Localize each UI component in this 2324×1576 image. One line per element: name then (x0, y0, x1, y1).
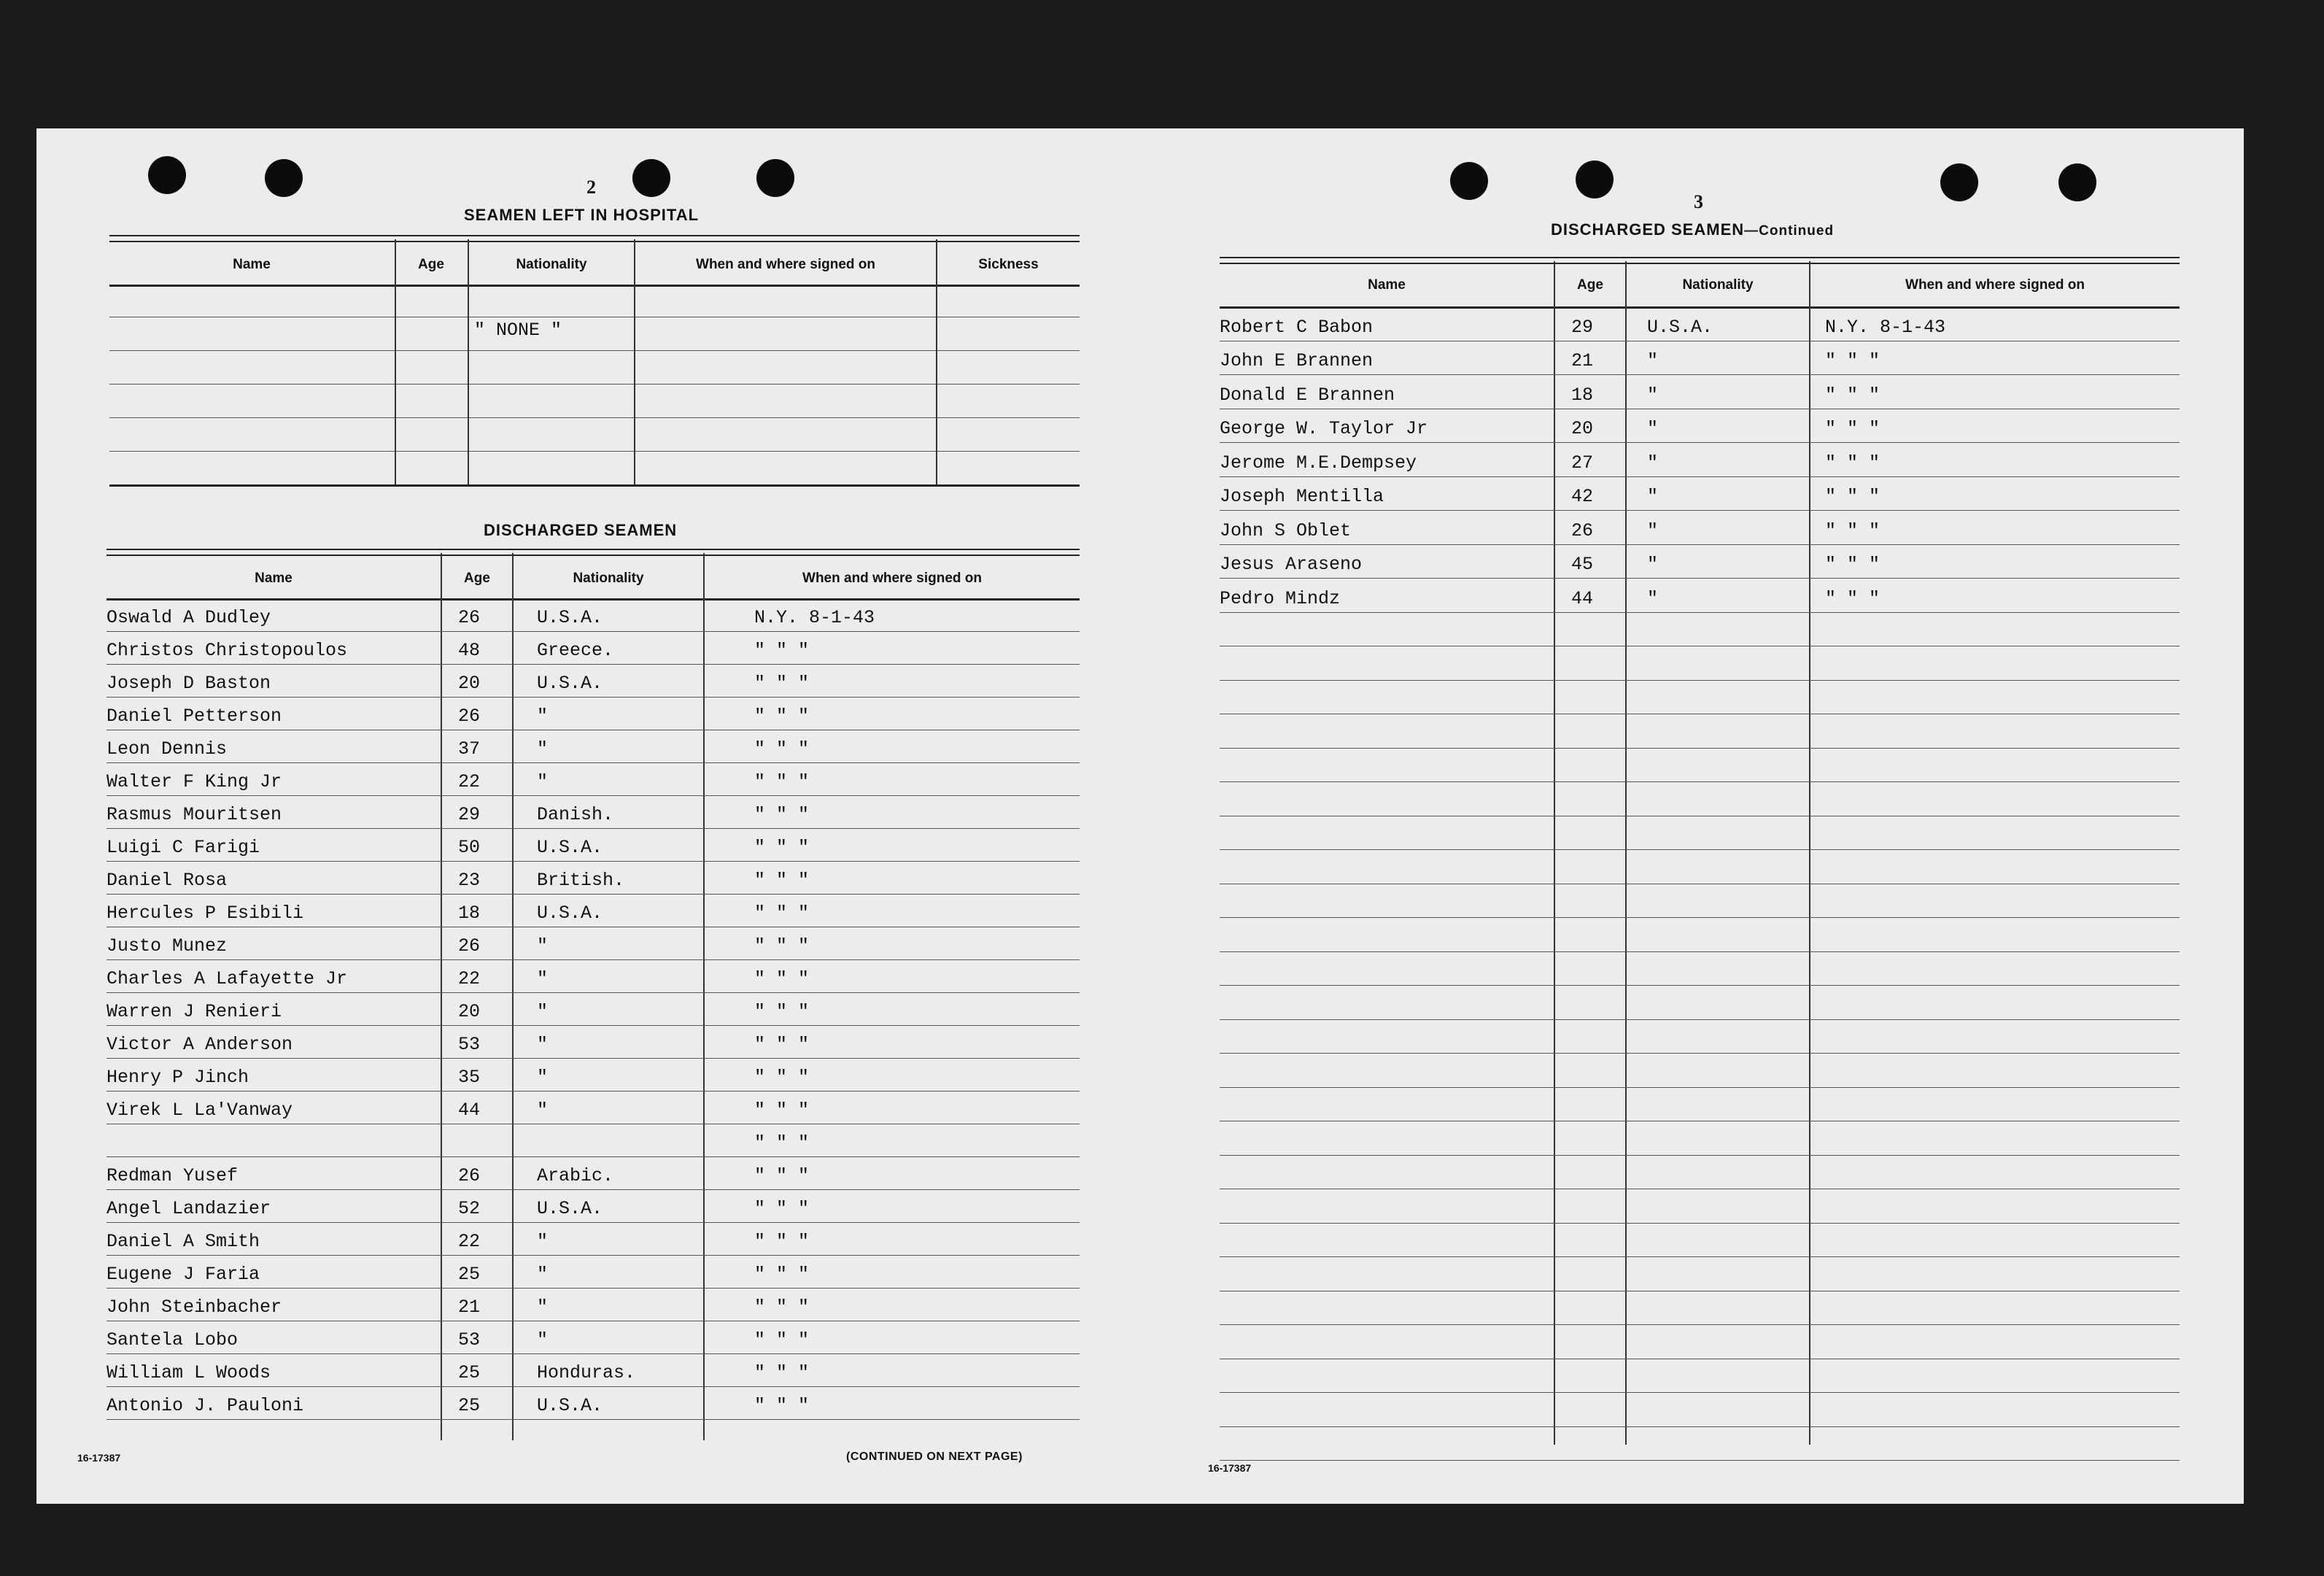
seaman-name: Victor A Anderson (106, 1034, 293, 1055)
table-row (106, 1222, 1080, 1255)
seaman-signed-on: " " " (754, 771, 810, 792)
seaman-nationality: U.S.A. (537, 1198, 603, 1219)
seaman-age: 29 (458, 804, 481, 825)
seaman-age: 26 (458, 935, 481, 957)
table-row (106, 861, 1080, 894)
seaman-signed-on: " " " (754, 1132, 810, 1154)
seaman-name: Virek L La'Vanway (106, 1100, 293, 1121)
cont-header-name: Name (1368, 277, 1406, 293)
seaman-name: Warren J Renieri (106, 1001, 282, 1022)
seaman-signed-on: " " " (754, 1100, 810, 1121)
seaman-age: 29 (1571, 316, 1594, 338)
seaman-age: 26 (1571, 519, 1594, 541)
seaman-signed-on: " " " (754, 1001, 810, 1022)
seaman-name: Oswald A Dudley (106, 607, 271, 628)
seaman-nationality: Honduras. (537, 1362, 636, 1383)
seaman-nationality: " (537, 1001, 549, 1022)
seaman-nationality: " (537, 771, 549, 792)
seaman-age: 37 (458, 738, 481, 760)
seaman-age: 22 (458, 968, 481, 989)
seaman-signed-on: " " " (754, 968, 810, 989)
seaman-name: Angel Landazier (106, 1198, 271, 1219)
table-row (106, 1386, 1080, 1419)
seaman-signed-on: " " " (754, 1329, 810, 1351)
seaman-age: 27 (1571, 452, 1594, 474)
seaman-signed-on: " " " (1825, 384, 1880, 406)
seaman-name: Daniel Petterson (106, 706, 282, 727)
seaman-signed-on: " " " (1825, 452, 1880, 474)
seaman-nationality: " (1647, 418, 1659, 439)
seaman-name: Robert C Babon (1220, 316, 1374, 338)
seaman-age: 42 (1571, 486, 1594, 507)
table-row (1220, 578, 2180, 612)
seaman-age: 20 (458, 673, 481, 694)
seaman-age: 23 (458, 870, 481, 891)
seaman-signed-on: " " " (754, 903, 810, 924)
table-row (106, 1353, 1080, 1386)
table-row (106, 959, 1080, 992)
binder-hole (632, 159, 670, 197)
table-row (106, 828, 1080, 861)
right-page (1142, 128, 2244, 1504)
seaman-signed-on: " " " (754, 1067, 810, 1088)
table-row (106, 1321, 1080, 1353)
seaman-name: Charles A Lafayette Jr (106, 968, 348, 989)
table-row (106, 795, 1080, 828)
table-row (1220, 476, 2180, 511)
table-row (106, 730, 1080, 762)
table-row (106, 762, 1080, 795)
discharged-header-name: Name (255, 571, 293, 586)
page-number: 3 (1694, 191, 1703, 212)
seaman-age: 45 (1571, 554, 1594, 575)
table-row (106, 1058, 1080, 1091)
seaman-age: 25 (458, 1264, 481, 1285)
seaman-signed-on: " " " (754, 870, 810, 891)
discharged-title-cont: —Continued (1744, 223, 1835, 239)
hospital-header-age: Age (418, 257, 444, 272)
seaman-age: 20 (458, 1001, 481, 1022)
table-row (106, 697, 1080, 730)
seaman-name: John Steinbacher (106, 1297, 282, 1318)
seaman-signed-on: " " " (1825, 350, 1880, 371)
binder-hole (756, 159, 794, 197)
seaman-nationality: " (537, 1034, 549, 1055)
seaman-nationality: " (537, 706, 549, 727)
table-row (106, 1156, 1080, 1189)
left-page (36, 128, 1142, 1504)
discharged-continued-title (1551, 220, 1834, 239)
table-row (106, 664, 1080, 697)
seaman-signed-on: " " " (754, 935, 810, 957)
seaman-signed-on: " " " (754, 1165, 810, 1186)
seaman-signed-on: " " " (754, 673, 810, 694)
seaman-signed-on: " " " (1825, 587, 1880, 609)
seaman-name: Christos Christopoulos (106, 640, 348, 661)
seaman-name: Daniel Rosa (106, 870, 228, 891)
hospital-none-note: " NONE " (474, 320, 562, 341)
seaman-age: 25 (458, 1362, 481, 1383)
seaman-nationality: " (537, 935, 549, 957)
seaman-age: 53 (458, 1034, 481, 1055)
seaman-nationality: Greece. (537, 640, 614, 661)
seaman-age: 50 (458, 837, 481, 858)
seaman-name: Joseph D Baston (106, 673, 271, 694)
cont-header-age: Age (1577, 277, 1603, 293)
seaman-name: John S Oblet (1220, 519, 1352, 541)
table-row (106, 1124, 1080, 1156)
page-number: 2 (586, 177, 596, 198)
seaman-name: Jerome M.E.Dempsey (1220, 452, 1417, 474)
seaman-nationality: " (537, 968, 549, 989)
seaman-signed-on: " " " (754, 804, 810, 825)
seaman-signed-on: N.Y. 8-1-43 (754, 607, 875, 628)
seaman-signed-on: " " " (754, 1264, 810, 1285)
seaman-age: 48 (458, 640, 481, 661)
seaman-age: 53 (458, 1329, 481, 1351)
seaman-name: Pedro Mindz (1220, 587, 1341, 609)
seaman-name: Jesus Araseno (1220, 554, 1363, 575)
table-row (106, 894, 1080, 927)
continued-note: (CONTINUED ON NEXT PAGE) (846, 1451, 1023, 1463)
seaman-age: 26 (458, 1165, 481, 1186)
seaman-nationality: " (1647, 519, 1659, 541)
seaman-name: Hercules P Esibili (106, 903, 304, 924)
seaman-nationality: " (1647, 554, 1659, 575)
hospital-header-signed-on: When and where signed on (696, 257, 875, 272)
binder-hole (1576, 161, 1614, 198)
seaman-age: 25 (458, 1395, 481, 1416)
seaman-name: Rasmus Mouritsen (106, 804, 282, 825)
seaman-name: Justo Munez (106, 935, 228, 957)
seaman-nationality: " (537, 1329, 549, 1351)
seaman-nationality: " (1647, 350, 1659, 371)
seaman-signed-on: " " " (754, 837, 810, 858)
cont-header-nationality: Nationality (1682, 277, 1754, 293)
seaman-nationality: U.S.A. (537, 903, 603, 924)
seaman-age: 35 (458, 1067, 481, 1088)
seaman-nationality: " (1647, 587, 1659, 609)
seaman-age: 44 (1571, 587, 1594, 609)
seaman-name: Santela Lobo (106, 1329, 239, 1351)
seaman-name: Henry P Jinch (106, 1067, 249, 1088)
seaman-name: Walter F King Jr (106, 771, 282, 792)
seaman-age: 22 (458, 1231, 481, 1252)
seaman-signed-on: " " " (754, 1395, 810, 1416)
seaman-signed-on: " " " (754, 1034, 810, 1055)
seaman-name: Luigi C Farigi (106, 837, 260, 858)
seaman-nationality: U.S.A. (537, 607, 603, 628)
seaman-nationality: " (537, 738, 549, 760)
seaman-age: 26 (458, 706, 481, 727)
seaman-age: 22 (458, 771, 481, 792)
seaman-nationality: Arabic. (537, 1165, 614, 1186)
seaman-nationality: " (537, 1100, 549, 1121)
seaman-nationality: " (537, 1297, 549, 1318)
seaman-age: 44 (458, 1100, 481, 1121)
table-row (1220, 306, 2180, 341)
cont-header-signed-on: When and where signed on (1905, 277, 2085, 293)
form-code: 16-17387 (1208, 1462, 1252, 1474)
seaman-nationality: Danish. (537, 804, 614, 825)
seaman-name: Donald E Brannen (1220, 384, 1395, 406)
seaman-nationality: U.S.A. (537, 673, 603, 694)
hospital-header-name: Name (233, 257, 271, 272)
discharged-table (106, 549, 1080, 1440)
discharged-section-title: DISCHARGED SEAMEN (484, 521, 678, 539)
seaman-age: 21 (458, 1297, 481, 1318)
discharged-continued-table (1220, 257, 2180, 1576)
table-row (106, 631, 1080, 664)
discharged-header-nationality: Nationality (573, 571, 644, 586)
table-row (106, 927, 1080, 959)
seaman-age: 21 (1571, 350, 1594, 371)
seaman-name: George W. Taylor Jr (1220, 418, 1428, 439)
table-row (106, 1255, 1080, 1288)
table-row (106, 1025, 1080, 1058)
binder-hole (1450, 162, 1488, 200)
seaman-signed-on: " " " (754, 706, 810, 727)
hospital-header-sickness: Sickness (978, 257, 1039, 272)
hospital-section-title: SEAMEN LEFT IN HOSPITAL (464, 206, 700, 224)
binder-hole (1940, 163, 1978, 201)
table-row (106, 992, 1080, 1025)
seaman-signed-on: " " " (754, 1231, 810, 1252)
seaman-signed-on: " " " (754, 640, 810, 661)
seaman-signed-on: " " " (1825, 486, 1880, 507)
table-row (1220, 341, 2180, 375)
seaman-age: 18 (1571, 384, 1594, 406)
seaman-nationality: " (1647, 452, 1659, 474)
seaman-nationality: U.S.A. (537, 837, 603, 858)
seaman-nationality: " (537, 1264, 549, 1285)
discharged-header-signed-on: When and where signed on (802, 571, 982, 586)
table-row (106, 1189, 1080, 1222)
seaman-name: Redman Yusef (106, 1165, 239, 1186)
binder-hole (2058, 163, 2096, 201)
seaman-signed-on: " " " (754, 1198, 810, 1219)
seaman-name: John E Brannen (1220, 350, 1374, 371)
seaman-nationality: " (537, 1067, 549, 1088)
discharged-header-age: Age (464, 571, 490, 586)
seaman-signed-on: N.Y. 8-1-43 (1825, 316, 1946, 338)
seaman-signed-on: " " " (754, 1362, 810, 1383)
table-row (106, 598, 1080, 631)
discharged-title-main: DISCHARGED SEAMEN (1551, 220, 1745, 239)
seaman-name: Antonio J. Pauloni (106, 1395, 304, 1416)
table-row (1220, 442, 2180, 476)
seaman-age: 52 (458, 1198, 481, 1219)
seaman-age: 20 (1571, 418, 1594, 439)
table-row (106, 1091, 1080, 1124)
hospital-header-nationality: Nationality (516, 257, 587, 272)
binder-hole (148, 156, 186, 194)
table-row (1220, 510, 2180, 544)
seaman-name: Daniel A Smith (106, 1231, 260, 1252)
seaman-nationality: U.S.A. (537, 1395, 603, 1416)
seaman-name: Leon Dennis (106, 738, 228, 760)
hospital-table (109, 235, 1080, 509)
seaman-signed-on: " " " (754, 738, 810, 760)
seaman-name: Eugene J Faria (106, 1264, 260, 1285)
seaman-name: William L Woods (106, 1362, 271, 1383)
seaman-name: Joseph Mentilla (1220, 486, 1384, 507)
seaman-nationality: " (537, 1231, 549, 1252)
seaman-signed-on: " " " (1825, 519, 1880, 541)
seaman-nationality: " (1647, 384, 1659, 406)
table-row (1220, 409, 2180, 443)
form-code: 16-17387 (77, 1452, 121, 1464)
seaman-signed-on: " " " (754, 1297, 810, 1318)
table-row (106, 1288, 1080, 1321)
table-row (1220, 374, 2180, 409)
seaman-signed-on: " " " (1825, 554, 1880, 575)
seaman-nationality: U.S.A. (1647, 316, 1713, 338)
seaman-signed-on: " " " (1825, 418, 1880, 439)
table-row (1220, 544, 2180, 579)
seaman-nationality: " (1647, 486, 1659, 507)
binder-hole (265, 159, 303, 197)
seaman-age: 18 (458, 903, 481, 924)
seaman-age: 26 (458, 607, 481, 628)
seaman-nationality: British. (537, 870, 625, 891)
